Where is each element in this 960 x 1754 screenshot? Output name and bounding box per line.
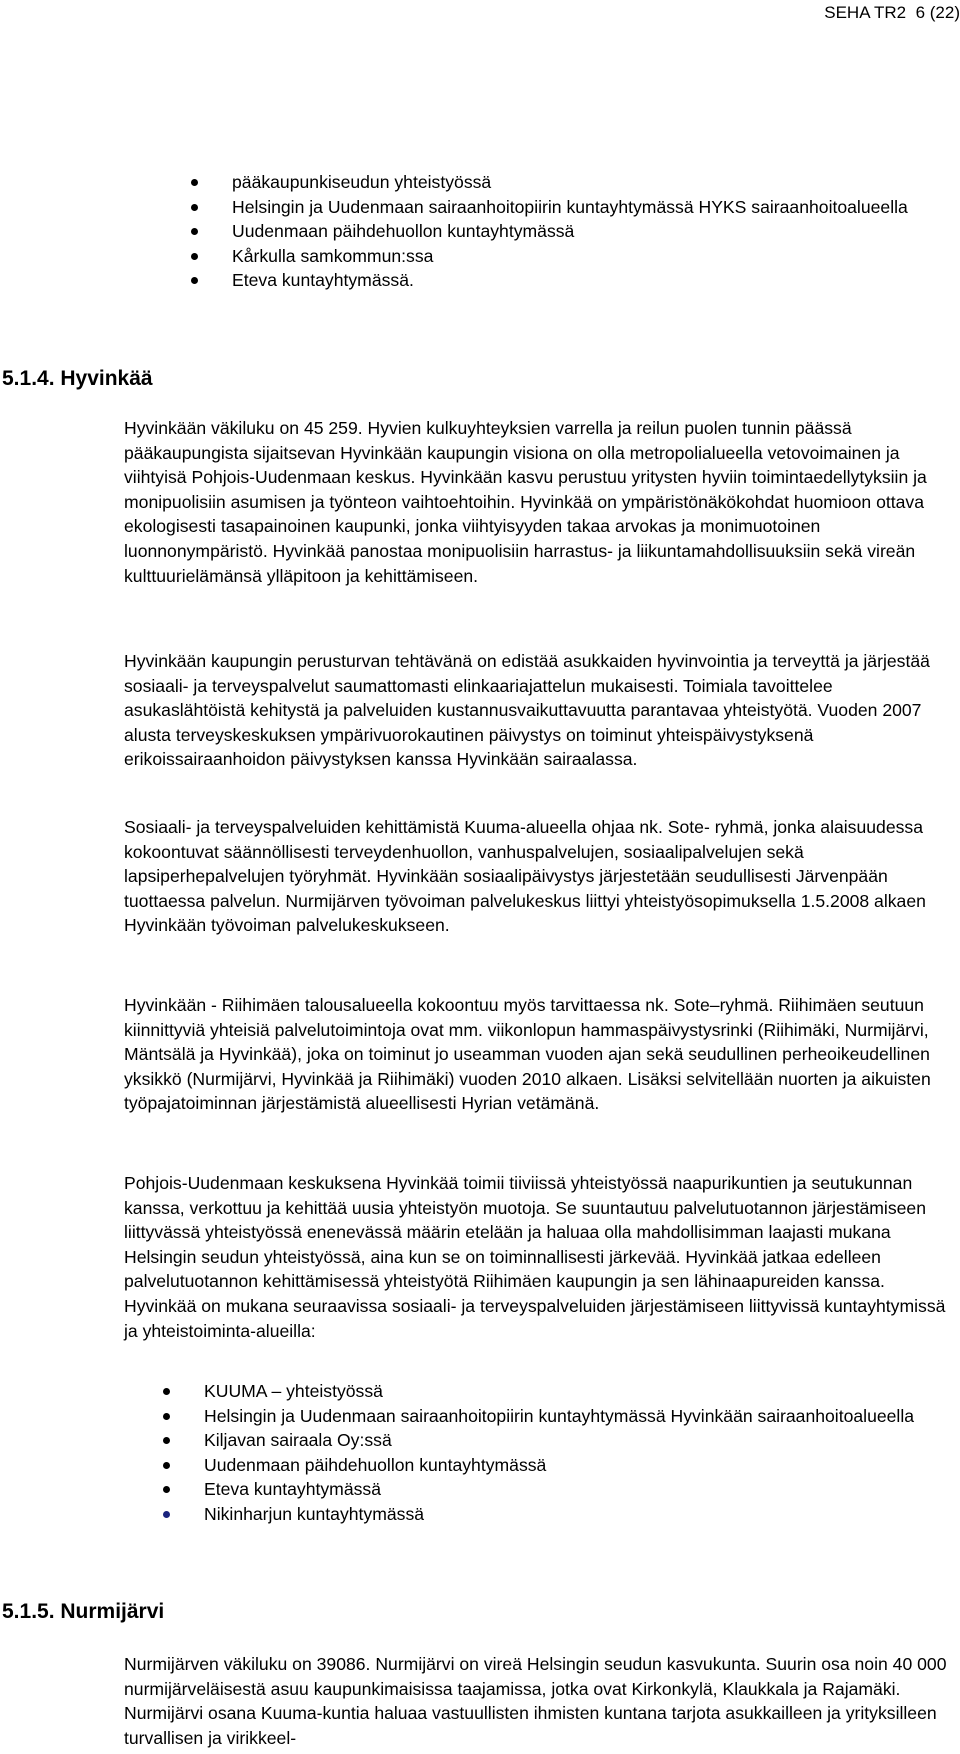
list-item: Uudenmaan päihdehuollon kuntayhtymässä bbox=[232, 219, 932, 244]
hyvinkaa-bullet-list bbox=[204, 1379, 934, 1527]
bullet-icon bbox=[191, 253, 198, 260]
bullet-icon bbox=[191, 277, 198, 284]
top-bullet-list bbox=[232, 170, 932, 293]
paragraph: Pohjois-Uudenmaan keskuksena Hyvinkää toimii tiiviissä yhteistyössä naapurikuntien ja seutukunnan kanssa, verkottuu ja kehittää uusia yhteistyön muotoja. Se suuntautuu palvelutuotannon järjestämiseen liittyvässä yhteistyössä enenevässä määrin etelään ja haluaa olla mahdollisimman laajasti mukana Helsingin seudun yhteistyössä, aina kun se on toiminnallisesti järkevää. Hyvinkää jatkaa edelleen palvelutuotannon kehittämisessä yhteistyötä Riihimäen kaupungin ja sen lähinaapureiden kanssa. Hyvinkää on mukana seuraavissa sosiaali- ja terveyspalveluiden järjestämiseen liittyvissä kuntayhtymissä ja yhteistoiminta-alueilla: bbox=[124, 1173, 946, 1341]
list-item: Eteva kuntayhtymässä. bbox=[232, 268, 932, 293]
bullet-icon bbox=[163, 1486, 170, 1493]
list-item: Uudenmaan päihdehuollon kuntayhtymässä bbox=[204, 1453, 934, 1478]
section-heading-nurmijarvi: 5.1.5. Nurmijärvi bbox=[2, 1600, 165, 1623]
paragraph: Nurmijärven väkiluku on 39086. Nurmijärvi on vireä Helsingin seudun kasvukunta. Suurin osa noin 40 000 nurmijärveläisestä asuu kaupunkimaisissa taajamissa, jotka ovat Kirkonkylä, Klaukkala ja Rajamäki. Nurmijärvi osana Kuuma-kuntia haluaa vastuullisten ihmisten kuntana tarjota asukkailleen ja yrityksilleen turvallisen ja virikkeel- bbox=[124, 1654, 947, 1748]
section-heading-hyvinkaa: 5.1.4. Hyvinkää bbox=[2, 367, 153, 390]
document-id: SEHA TR2 bbox=[824, 3, 907, 22]
list-item: Kiljavan sairaala Oy:ssä bbox=[204, 1428, 934, 1453]
list-item: Kårkulla samkommun:ssa bbox=[232, 244, 932, 269]
list-item: Helsingin ja Uudenmaan sairaanhoitopiirin kuntayhtymässä Hyvinkään sairaanhoitoalueella bbox=[204, 1404, 934, 1429]
list-item: Nikinharjun kuntayhtymässä bbox=[204, 1502, 934, 1527]
page-header bbox=[0, 0, 960, 26]
paragraph: Sosiaali- ja terveyspalveluiden kehittämistä Kuuma-alueella ohjaa nk. Sote- ryhmä, jonka alaisuudessa kokoontuvat säännöllisesti terveydenhuollon, vanhuspalvelujen, sosiaalipalvelujen sekä lapsiperhepalvelujen työryhmät. Hyvinkään sosiaalipäivystys järjestetään seudullisesti Järvenpään tuottaessa palvelun. Nurmijärven työvoiman palvelukeskus liittyi yhteistyösopimuksella 1.5.2008 alkaen Hyvinkään työvoiman palvelukeskukseen. bbox=[124, 817, 926, 936]
bullet-icon bbox=[191, 204, 198, 211]
bullet-icon bbox=[163, 1388, 170, 1395]
list-item: KUUMA – yhteistyössä bbox=[204, 1379, 934, 1404]
bullet-icon bbox=[191, 228, 198, 235]
bullet-icon bbox=[163, 1511, 170, 1518]
bullet-icon bbox=[163, 1462, 170, 1469]
paragraph: Hyvinkään - Riihimäen talousalueella kokoontuu myös tarvittaessa nk. Sote–ryhmä. Riihimäen seutuun kiinnittyviä yhteisiä palvelutoimintoja ovat mm. viikonlopun hammaspäivystysrinki (Riihimäki, Nurmijärvi, Mäntsälä ja Hyvinkää), joka on toiminut jo useamman vuoden ajan sekä seudullinen perheoikeudellinen yksikkö (Nurmijärvi, Hyvinkää ja Riihimäki) vuoden 2010 alkaen. Lisäksi selvitellään nuorten ja aikuisten työpajatoiminnan järjestämistä alueellisesti Hyrian vetämänä. bbox=[124, 995, 931, 1114]
list-item: pääkaupunkiseudun yhteistyössä bbox=[232, 170, 932, 195]
list-item: Eteva kuntayhtymässä bbox=[204, 1477, 934, 1502]
paragraph: Hyvinkään väkiluku on 45 259. Hyvien kulkuyhteyksien varrella ja reilun puolen tunnin päässä pääkaupungista sijaitsevan Hyvinkään kaupungin visiona on olla metropolialueella vetovoimainen ja viihtyisä Pohjois-Uudenmaan keskus. Hyvinkään kasvu perustuu yritysten hyviin toimintaedellytyksiin ja monipuolisiin asumisen ja työnteon vaihtoehtoihin. Hyvinkää on ympäristönäkökohdat huomioon ottava ekologisesti tasapainoinen kaupunki, jonka viihtyisyyden takaa arvokas ja monimuotoinen luonnonympäristö. Hyvinkää panostaa monipuolisiin harrastus- ja liikuntamahdollisuuksiin sekä vireän kulttuurielämänsä ylläpitoon ja kehittämiseen. bbox=[124, 418, 927, 586]
bullet-icon bbox=[191, 179, 198, 186]
page-number: 6 (22) bbox=[915, 3, 960, 22]
list-item: Helsingin ja Uudenmaan sairaanhoitopiirin kuntayhtymässä HYKS sairaanhoitoalueella bbox=[232, 195, 932, 220]
bullet-icon bbox=[163, 1437, 170, 1444]
bullet-icon bbox=[163, 1413, 170, 1420]
paragraph: Hyvinkään kaupungin perusturvan tehtävänä on edistää asukkaiden hyvinvointia ja terveyttä ja järjestää sosiaali- ja terveyspalvelut saumattomasti elinkaariajattelun mukaisesti. Toimiala tavoittelee asukaslähtöistä kehitystä ja palveluiden kustannusvaikuttavuutta parantavaa yhteistyötä. Vuoden 2007 alusta terveyskeskuksen ympärivuorokautinen päivystys on toiminut yhteispäivystyksenä erikoissairaanhoidon päivystyksen kanssa Hyvinkään sairaalassa. bbox=[124, 651, 930, 770]
